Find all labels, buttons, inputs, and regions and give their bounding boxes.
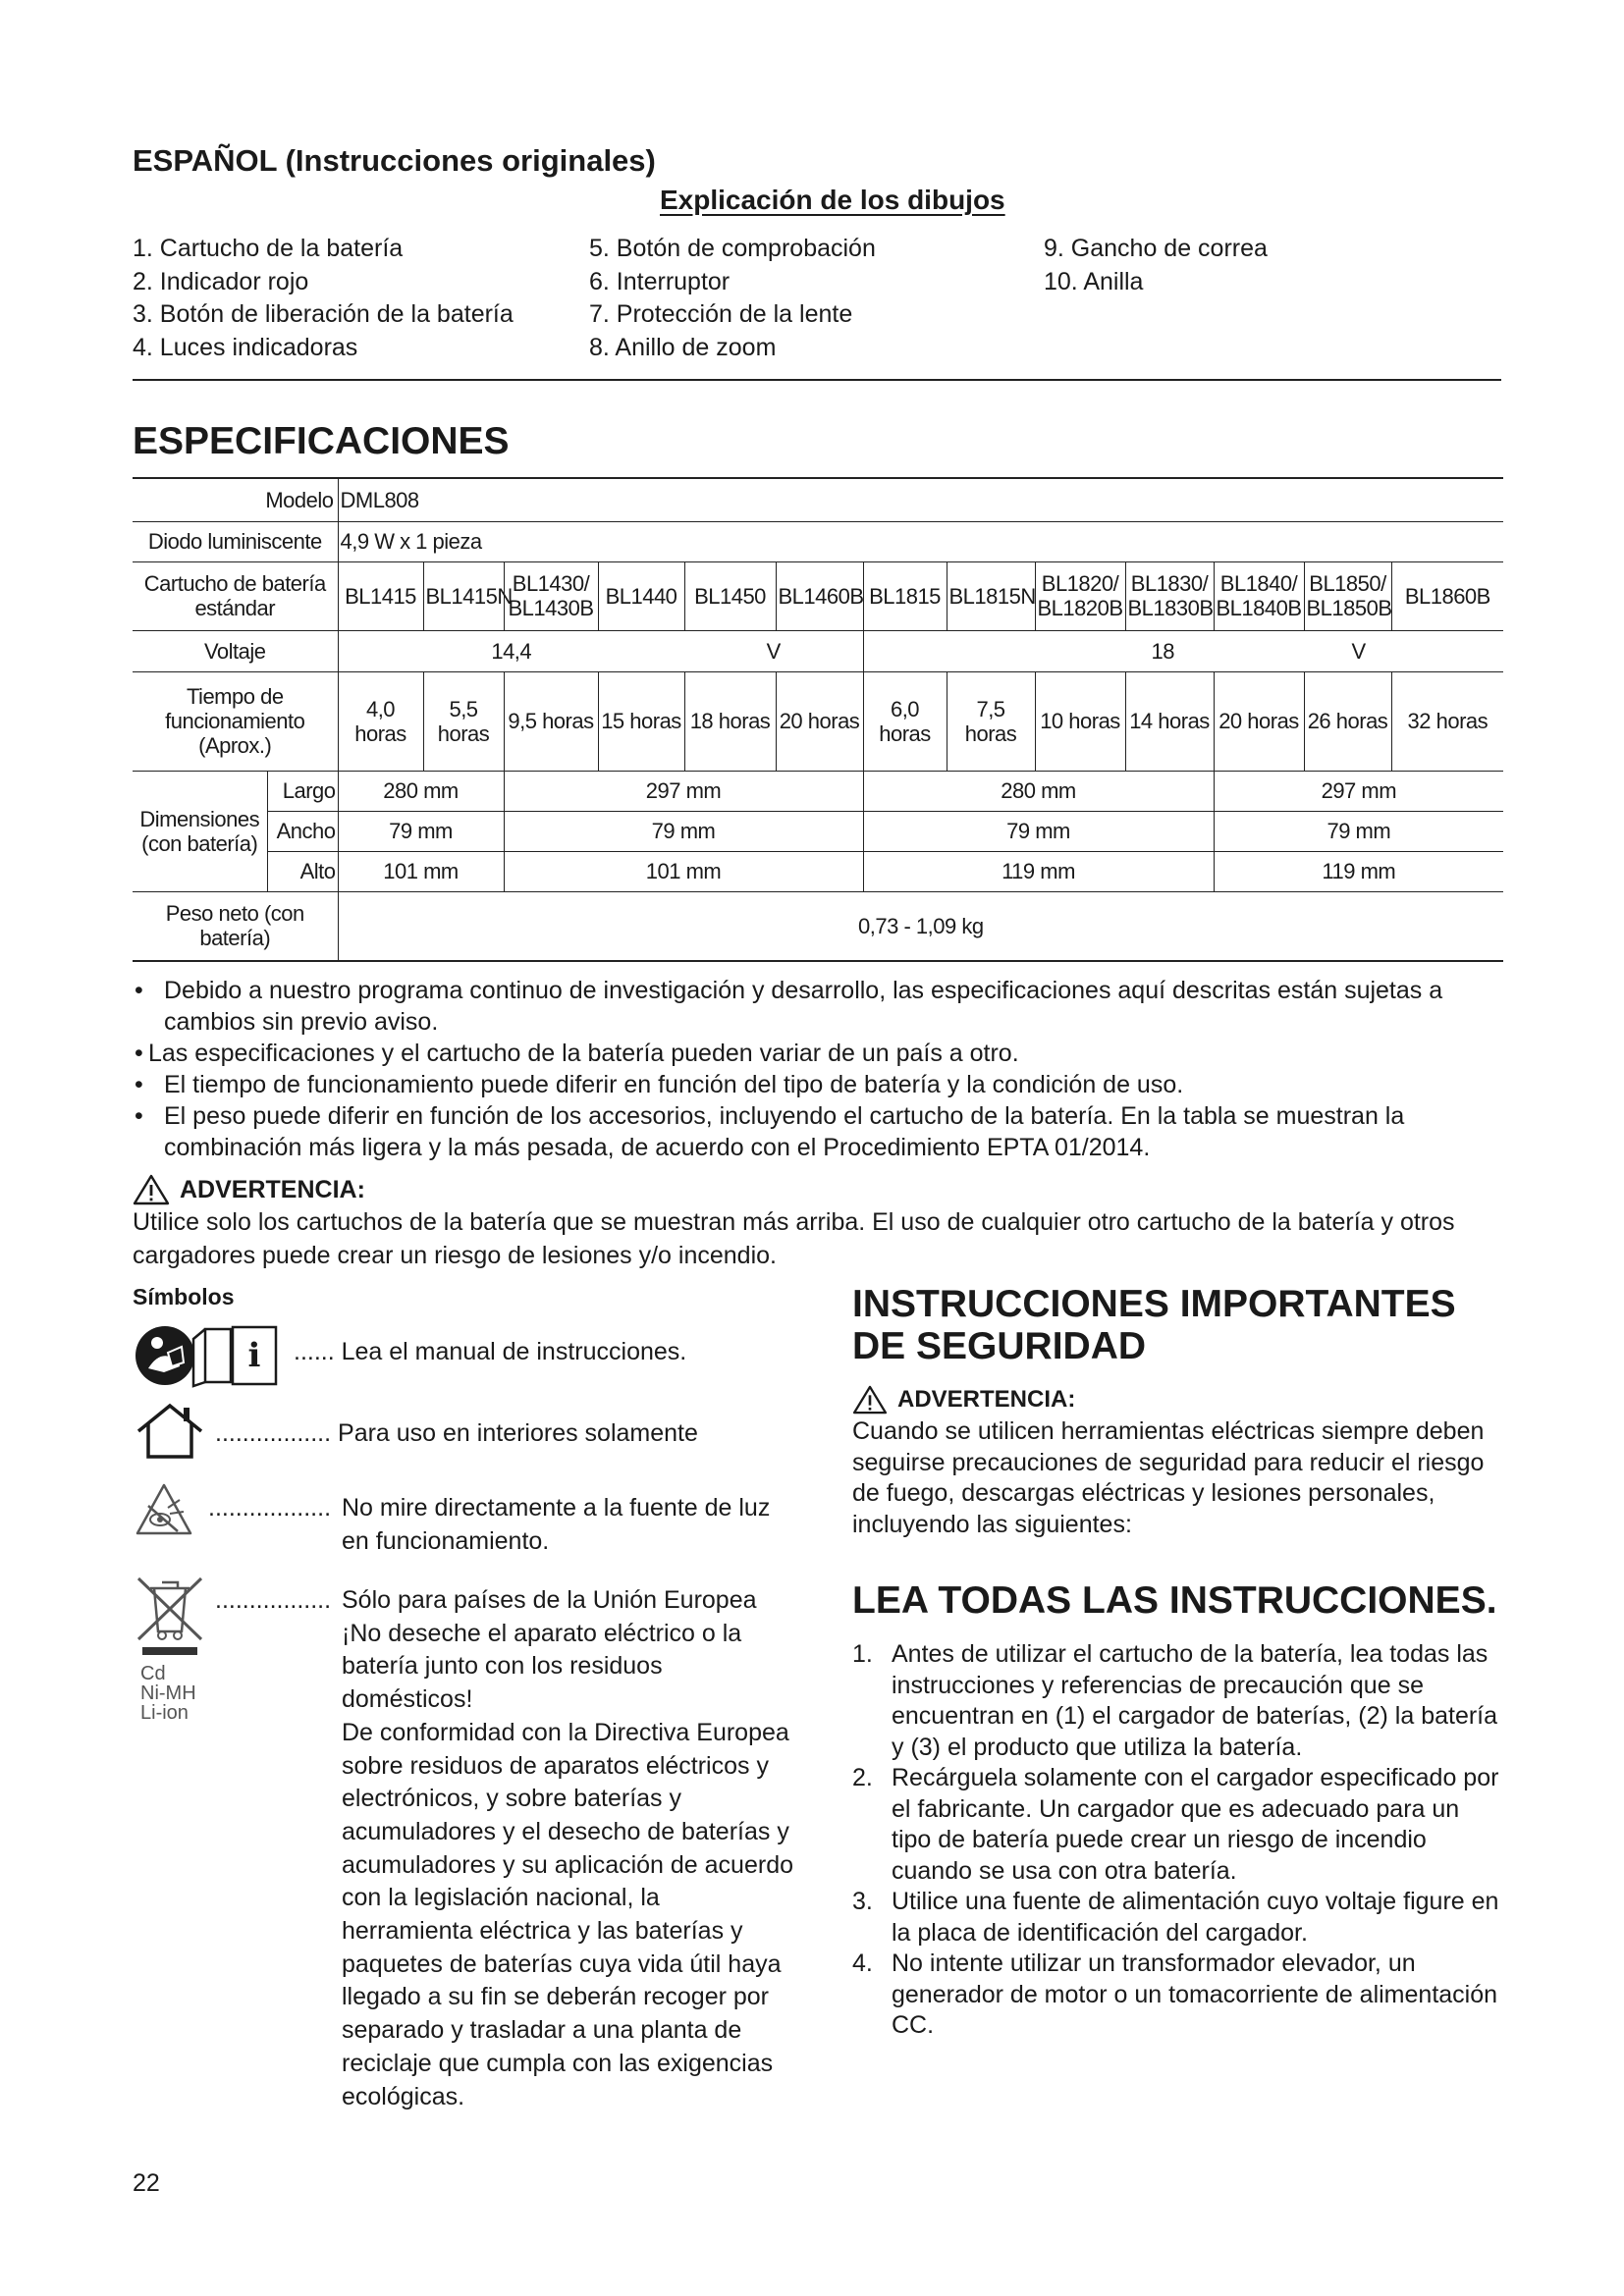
table-row (133, 671, 1503, 771)
safety-warning-text: Cuando se utilicen herramientas eléctricas siempre deben seguirse precauciones de seguridad para reducir el riesgo de fuego, descargas eléctricas y lesiones personales, incluyendo las siguientes: (852, 1417, 1485, 1538)
weee-icon-group (133, 1575, 207, 1723)
battery-model: BL1415N (423, 561, 504, 630)
voltage-14-unit: V (684, 630, 863, 671)
table-row (133, 891, 1503, 961)
list-item (852, 1887, 1505, 1949)
indoor-icon-group (135, 1402, 205, 1466)
page-number: 22 (133, 2169, 160, 2197)
specifications-title: ESPECIFICACIONES (133, 420, 510, 462)
explanation-title: Explicación de los dibujos (660, 185, 1005, 215)
warning-triangle-icon (133, 1174, 170, 1205)
item-text: Recárguela solamente con el cargador especificado por el fabricante. Un cargador que es adecuado para un tipo de batería puede crear un riesgo de incendio cuando se usa con otra batería. (892, 1764, 1499, 1885)
battery-model: BL1440 (598, 561, 684, 630)
weight-value: 0,73 - 1,09 kg (338, 891, 1503, 961)
width-value: 79 mm (504, 811, 863, 851)
table-row (133, 811, 1503, 851)
chem-liion: Li-ion (140, 1702, 189, 1724)
do-not-stare-light-icon (135, 1482, 193, 1537)
height-value: 101 mm (504, 851, 863, 891)
note-text: Debido a nuestro programa continuo de investigación y desarrollo, las especificaciones aquí descritas están sujetas a cambios sin previo aviso. (164, 977, 1443, 1036)
indoor-text: ................. Para uso en interiores solamente (215, 1419, 698, 1447)
legend-column-3 (1044, 233, 1268, 298)
length-value: 297 mm (1214, 771, 1503, 811)
item-text: No intente utilizar un transformador elevador, un generador de motor o un tomacorriente de alimentación CC. (892, 1949, 1498, 2039)
note-text: Las especificaciones y el cartucho de la batería pueden variar de un país a otro. (148, 1040, 1019, 1067)
chem-cd: Cd (140, 1663, 166, 1684)
bullet: • (135, 1040, 143, 1067)
led-label: Diodo luminiscente (133, 521, 338, 561)
section-divider (133, 379, 1501, 381)
warning-title: ADVERTENCIA: (180, 1175, 365, 1203)
item-number: 2. (852, 1764, 873, 1791)
battery-model: BL1460B (776, 561, 863, 630)
table-row (133, 630, 1503, 671)
read-all-title: LEA TODAS LAS INSTRUCCIONES. (852, 1579, 1497, 1622)
runtime-value: 4,0 horas (338, 671, 423, 771)
item-text: Utilice una fuente de alimentación cuyo voltaje figure en la placa de identificación del cargador. (892, 1888, 1499, 1947)
height-label: Alto (267, 851, 338, 891)
legend-item: 9. Gancho de correa (1044, 235, 1268, 262)
eu-text-1: Sólo para países de la Unión Europea ¡No deseche el aparato eléctrico o la batería junto con los residuos domésticos! (342, 1586, 757, 1714)
legend-column-2 (589, 233, 876, 364)
warning-triangle-icon (852, 1385, 888, 1415)
runtime-value: 14 horas (1125, 671, 1214, 771)
safety-title: INSTRUCCIONES IMPORTANTES DE SEGURIDAD (852, 1283, 1456, 1367)
battery-model: BL1850/ BL1850B (1304, 561, 1391, 630)
height-value: 119 mm (1214, 851, 1503, 891)
note-item (133, 1100, 1507, 1163)
note-item (133, 1069, 1507, 1100)
info-letter: i (247, 1336, 261, 1375)
runtime-value: 20 horas (1214, 671, 1304, 771)
safety-warning-heading (852, 1385, 1505, 1415)
eu-text (342, 1584, 795, 2113)
length-value: 280 mm (338, 771, 504, 811)
eu-text-2: De conformidad con la Directiva Europea sobre residuos de aparatos eléctricos y electrónicos, y sobre baterías y acumuladores y el desecho de baterías y acumuladores y su aplicación de acuerdo con la legislación nacional, la herramienta eléctrica y las baterías y paquetes de baterías cuya vida útil haya llegado a su fin se deberán recoger por separado y trasladar a una planta de reciclaje que cumpla con las exigencias ecológicas. (342, 1718, 793, 2110)
voltage-18-value: 18 (863, 630, 1214, 671)
width-value: 79 mm (338, 811, 504, 851)
no-look-icon-group (135, 1482, 193, 1542)
legend-item: 2. Indicador rojo (133, 267, 309, 295)
spec-notes (133, 975, 1507, 1163)
length-label: Largo (267, 771, 338, 811)
safety-section (852, 1283, 1505, 2042)
battery-model: BL1430/ BL1430B (504, 561, 598, 630)
voltage-label: Voltaje (133, 630, 338, 671)
legend-item: 8. Anillo de zoom (589, 333, 777, 361)
legend-item: 10. Anilla (1044, 267, 1144, 295)
battery-model: BL1815N (947, 561, 1035, 630)
table-row (133, 521, 1503, 561)
voltage-18-unit: V (1214, 630, 1503, 671)
note-text: El tiempo de funcionamiento puede diferir en función del tipo de batería y la condición de uso. (164, 1071, 1184, 1098)
item-text: Antes de utilizar el cartucho de la batería, lea todas las instrucciones y referencias de precaución que se encuentran en (1) el cargador de baterías, (2) la batería y (3) el producto que utiliza la batería. (892, 1640, 1498, 1761)
note-item (133, 1038, 1507, 1069)
weight-label: Peso neto (con batería) (133, 891, 338, 961)
legend-item: 5. Botón de comprobación (589, 235, 876, 262)
battery-model: BL1840/ BL1840B (1214, 561, 1304, 630)
battery-model: BL1820/ BL1820B (1035, 561, 1125, 630)
safety-warning-title: ADVERTENCIA: (897, 1386, 1076, 1413)
length-value: 297 mm (504, 771, 863, 811)
bullet: • (135, 1071, 143, 1098)
model-label: Modelo (133, 478, 338, 521)
specifications-table (133, 477, 1503, 962)
battery-model: BL1830/ BL1830B (1125, 561, 1214, 630)
runtime-value: 5,5 horas (423, 671, 504, 771)
legend-item: 4. Luces indicadoras (133, 333, 358, 361)
table-row (133, 771, 1503, 811)
battery-label: Cartucho de batería estándar (133, 561, 338, 630)
legend-item: 3. Botón de liberación de la batería (133, 300, 514, 328)
runtime-value: 10 horas (1035, 671, 1125, 771)
item-number: 4. (852, 1949, 873, 1977)
led-value: 4,9 W x 1 pieza (338, 521, 1503, 561)
bullet: • (135, 977, 143, 1004)
height-value: 101 mm (338, 851, 504, 891)
runtime-value: 7,5 horas (947, 671, 1035, 771)
runtime-value: 26 horas (1304, 671, 1391, 771)
legend-item: 7. Protección de la lente (589, 300, 853, 328)
list-item (852, 1639, 1505, 1763)
legend-column-1 (133, 233, 514, 364)
width-value: 79 mm (1214, 811, 1503, 851)
item-number: 1. (852, 1640, 873, 1668)
no-look-dots: .................. (208, 1494, 332, 1522)
battery-chemistry-labels (140, 1664, 207, 1723)
battery-model: BL1415 (338, 561, 423, 630)
table-row (133, 478, 1503, 521)
warning-text: Utilice solo los cartuchos de la batería que se muestran más arriba. El uso de cualquier otro cartucho de la batería y otros cargadores puede crear un riesgo de lesiones y/o incendio. (133, 1208, 1455, 1269)
chem-nimh: Ni-MH (140, 1682, 196, 1704)
warning-block (133, 1174, 1507, 1272)
read-manual-text: ...... Lea el manual de instrucciones. (294, 1338, 687, 1365)
crossed-bin-icon (133, 1575, 207, 1655)
note-text: El peso puede diferir en función de los accesorios, incluyendo el cartucho de la batería. En la tabla se muestran la combinación más ligera y la más pesada, de acuerdo con el Procedimiento EPTA 01/2014. (164, 1102, 1405, 1161)
voltage-14-value: 14,4 (338, 630, 684, 671)
bullet: • (135, 1102, 143, 1130)
battery-model: BL1860B (1391, 561, 1503, 630)
runtime-label: Tiempo de funcionamiento (Aprox.) (133, 671, 338, 771)
runtime-value: 15 horas (598, 671, 684, 771)
battery-model: BL1815 (863, 561, 947, 630)
legend-item: 6. Interruptor (589, 267, 731, 295)
item-number: 3. (852, 1888, 873, 1915)
width-value: 79 mm (863, 811, 1214, 851)
runtime-value: 6,0 horas (863, 671, 947, 771)
language-title: ESPAÑOL (Instrucciones originales) (133, 143, 656, 178)
battery-model: BL1450 (684, 561, 776, 630)
runtime-value: 20 horas (776, 671, 863, 771)
table-row (133, 851, 1503, 891)
runtime-value: 32 horas (1391, 671, 1503, 771)
house-icon (135, 1402, 205, 1461)
width-label: Ancho (267, 811, 338, 851)
dimensions-label: Dimensiones (con batería) (133, 771, 267, 891)
height-value: 119 mm (863, 851, 1214, 891)
list-item (852, 1949, 1505, 2042)
model-value: DML808 (338, 478, 1503, 521)
symbols-title: Símbolos (133, 1284, 235, 1309)
safety-list (852, 1639, 1505, 2042)
table-row (133, 561, 1503, 630)
note-item (133, 975, 1507, 1038)
warning-heading (133, 1174, 1507, 1205)
runtime-value: 9,5 horas (504, 671, 598, 771)
no-look-text: No mire directamente a la fuente de luz en funcionamiento. (342, 1494, 771, 1555)
eu-dots: ................. (215, 1586, 332, 1614)
length-value: 280 mm (863, 771, 1214, 811)
runtime-value: 18 horas (684, 671, 776, 771)
legend-item: 1. Cartucho de la batería (133, 235, 404, 262)
list-item (852, 1763, 1505, 1887)
